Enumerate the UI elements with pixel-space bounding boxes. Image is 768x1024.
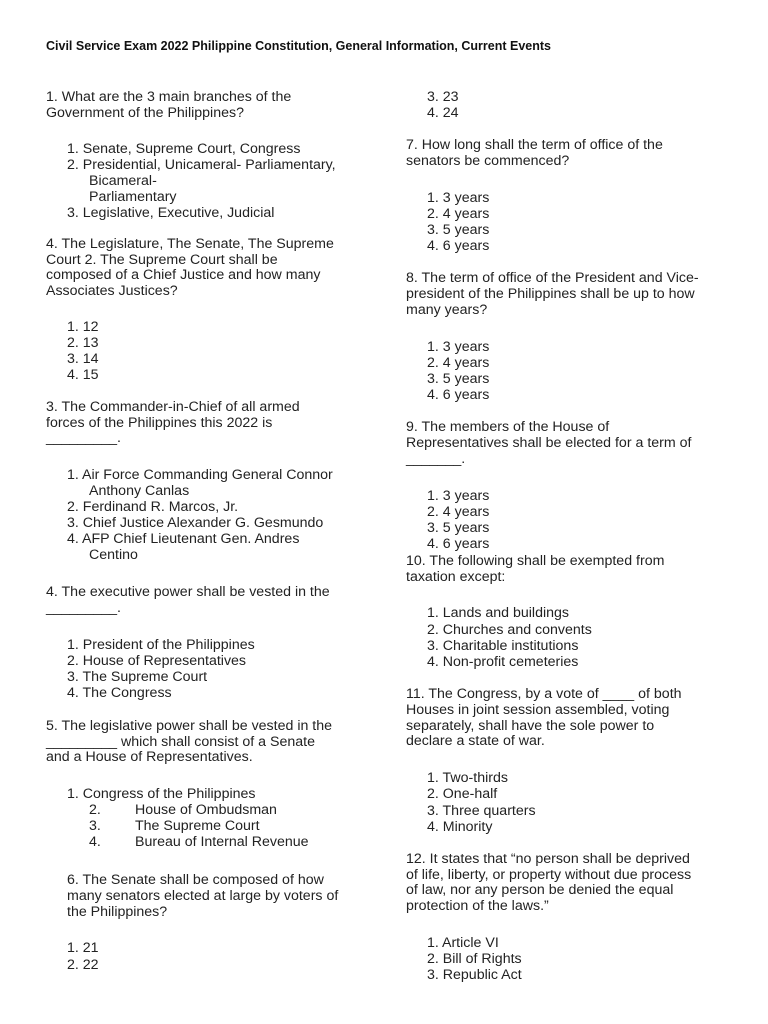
question-text: _______. — [406, 451, 466, 467]
answer-choice: The Supreme Court — [135, 818, 260, 834]
answer-choice: 2. One-half — [427, 786, 498, 802]
answer-choice: 3. Republic Act — [427, 967, 522, 983]
question-text: and a House of Representatives. — [46, 749, 253, 765]
answer-choice: 3. 23 — [427, 89, 459, 105]
answer-choice: 1. 3 years — [427, 339, 490, 355]
answer-choice: 3. Chief Justice Alexander G. Gesmundo — [67, 515, 324, 531]
answer-choice: Anthony Canlas — [89, 483, 190, 499]
question-text: many years? — [406, 302, 488, 318]
question-text: 3. The Commander-in-Chief of all armed — [46, 399, 300, 415]
answer-choice: 3. 5 years — [427, 222, 490, 238]
question-text: Associates Justices? — [46, 283, 178, 299]
question-text: _________. — [46, 430, 121, 446]
answer-choice: 4. Minority — [427, 819, 493, 835]
answer-choice: 1. Senate, Supreme Court, Congress — [67, 141, 301, 157]
question-text: Houses in joint session assembled, voting — [406, 702, 670, 718]
answer-choice: 2. Presidential, Unicameral- Parliamentary, — [67, 157, 336, 173]
answer-choice: 1. 21 — [67, 940, 99, 956]
answer-choice: 2. Churches and convents — [427, 622, 592, 638]
answer-number: 3. — [89, 818, 101, 834]
question-text: 4. The executive power shall be vested in the — [46, 584, 330, 600]
answer-choice: 1. Air Force Commanding General Connor — [67, 467, 333, 483]
answer-choice: 4. 6 years — [427, 238, 490, 254]
answer-choice: 1. 3 years — [427, 488, 490, 504]
answer-choice: 2. House of Representatives — [67, 653, 247, 669]
answer-choice: 2. 4 years — [427, 355, 490, 371]
question-text: protection of the laws.” — [406, 898, 549, 914]
answer-choice: 1. 3 years — [427, 190, 490, 206]
answer-choice: 2. 4 years — [427, 206, 490, 222]
answer-choice: 3. Legislative, Executive, Judicial — [67, 205, 275, 221]
answer-choice: 2. 4 years — [427, 504, 490, 520]
answer-choice: 2. 13 — [67, 335, 99, 351]
answer-choice: 1. Two-thirds — [427, 770, 508, 786]
answer-choice: 1. Lands and buildings — [427, 605, 569, 621]
question-text: separately, shall have the sole power to — [406, 718, 655, 734]
answer-choice: 3. Three quarters — [427, 803, 536, 819]
answer-choice: 1. 12 — [67, 319, 99, 335]
question-text: 8. The term of office of the President and Vice- — [406, 270, 699, 286]
answer-choice: 4. 24 — [427, 105, 459, 121]
answer-choice: House of Ombudsman — [135, 802, 277, 818]
question-text: _________ which shall consist of a Senate — [46, 734, 315, 750]
question-text: _________. — [46, 600, 121, 616]
answer-choice: 4. The Congress — [67, 685, 172, 701]
question-text: 11. The Congress, by a vote of ____ of both — [406, 686, 682, 702]
question-text: 7. How long shall the term of office of the — [406, 137, 663, 153]
answer-choice: 4. Non-profit cemeteries — [427, 654, 579, 670]
question-text: senators be commenced? — [406, 153, 570, 169]
question-text: 5. The legislative power shall be vested in the — [46, 718, 333, 734]
question-text: taxation except: — [406, 569, 506, 585]
question-text: declare a state of war. — [406, 733, 545, 749]
question-text: 9. The members of the House of — [406, 419, 610, 435]
answer-choice: 1. Article VI — [427, 935, 499, 951]
question-text: 4. The Legislature, The Senate, The Supreme — [46, 236, 334, 252]
question-text: 10. The following shall be exempted from — [406, 553, 665, 569]
answer-choice: 4. AFP Chief Lieutenant Gen. Andres — [67, 531, 300, 547]
question-text: forces of the Philippines this 2022 is — [46, 415, 273, 431]
question-text: the Philippines? — [67, 904, 168, 920]
question-text: many senators elected at large by voters of — [67, 888, 339, 904]
document-title: Civil Service Exam 2022 Philippine Constitution, General Information, Current Events — [46, 39, 551, 53]
question-text: Government of the Philippines? — [46, 105, 244, 121]
answer-choice: 3. 14 — [67, 351, 99, 367]
question-text: 1. What are the 3 main branches of the — [46, 89, 292, 105]
answer-choice: Parliamentary — [89, 189, 177, 205]
question-text: Court 2. The Supreme Court shall be — [46, 252, 278, 268]
answer-choice: 3. 5 years — [427, 371, 490, 387]
answer-choice: 4. 15 — [67, 367, 99, 383]
answer-choice: 3. Charitable institutions — [427, 638, 579, 654]
answer-choice: 3. 5 years — [427, 520, 490, 536]
answer-number: 4. — [89, 834, 101, 850]
answer-choice: 2. Ferdinand R. Marcos, Jr. — [67, 499, 239, 515]
question-text: president of the Philippines shall be up to how — [406, 286, 695, 302]
answer-choice: Bicameral- — [89, 173, 157, 189]
answer-choice: 1. President of the Philippines — [67, 637, 255, 653]
answer-choice: 1. Congress of the Philippines — [67, 786, 256, 802]
answer-choice: 2. 22 — [67, 957, 99, 973]
question-text: of law, nor any person be denied the equal — [406, 882, 674, 898]
answer-choice: 3. The Supreme Court — [67, 669, 208, 685]
answer-choice: 4. 6 years — [427, 536, 490, 552]
answer-choice: 2. Bill of Rights — [427, 951, 522, 967]
answer-choice: Centino — [89, 547, 138, 563]
question-text: 12. It states that “no person shall be deprived — [406, 851, 690, 867]
question-text: 6. The Senate shall be composed of how — [67, 872, 324, 888]
answer-choice: Bureau of Internal Revenue — [135, 834, 309, 850]
question-text: composed of a Chief Justice and how many — [46, 267, 321, 283]
answer-number: 2. — [89, 802, 101, 818]
question-text: Representatives shall be elected for a term of — [406, 435, 692, 451]
answer-choice: 4. 6 years — [427, 387, 490, 403]
question-text: of life, liberty, or property without due process — [406, 867, 692, 883]
